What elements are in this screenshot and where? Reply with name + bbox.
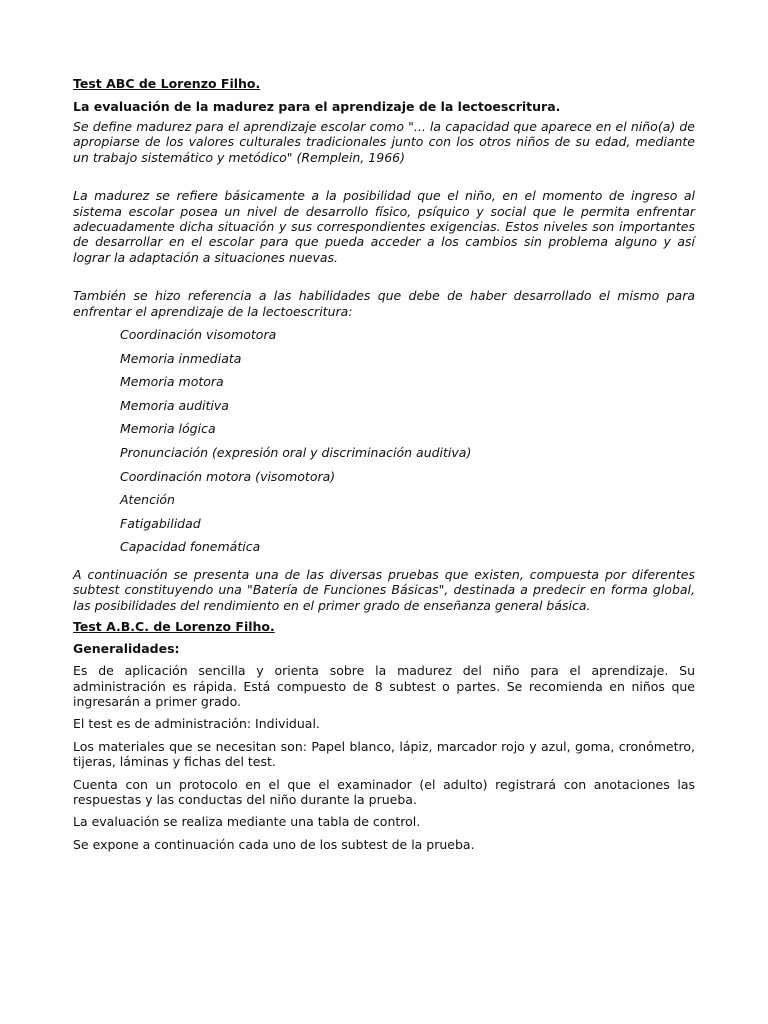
continuacion-paragraph: A continuación se presenta una de las diversas pruebas que existen, compuesta por diferentes subtest constituyendo una "Batería de Funciones Básicas", destinada a predecir en forma global, las posibilidades del rendimiento en el primer grado de enseñanza general básica. (73, 567, 695, 613)
skill-item: Memoria auditiva (120, 397, 229, 413)
subtest-paragraph: Se expone a continuación cada uno de los subtest de la prueba. (73, 836, 475, 852)
skill-item: Pronunciación (expresión oral y discriminación auditiva) (120, 445, 472, 461)
skill-item: Fatigabilidad (120, 515, 201, 531)
skill-item: Atención (120, 492, 175, 508)
skill-item: Coordinación motora (visomotora) (120, 468, 336, 484)
skill-item: Coordinación visomotora (120, 327, 277, 343)
section-title: Test A.B.C. de Lorenzo Filho. (73, 619, 275, 635)
administracion-paragraph: El test es de administración: Individual. (73, 716, 320, 732)
evaluacion-paragraph: La evaluación se realiza mediante una tabla de control. (73, 814, 421, 830)
protocolo-paragraph: Cuenta con un protocolo en el que el examinador (el adulto) registrará con anotaciones las respuestas y las conductas del niño durante la prueba. (73, 776, 695, 808)
skill-item: Memoria motora (120, 374, 224, 390)
skills-intro-paragraph: También se hizo referencia a las habilidades que debe de haber desarrollado el mismo para enfrentar el aprendizaje de la lectoescritura: (73, 288, 695, 319)
skill-item: Memoria lógica (120, 421, 216, 437)
section-subtitle: Generalidades: (73, 641, 180, 657)
skill-item: Memoria inmediata (120, 350, 242, 366)
document-page (73, 76, 695, 859)
definition-paragraph: Se define madurez para el aprendizaje escolar como "... la capacidad que aparece en el niño(a) de apropiarse de los valores culturales tradicionales junto con los otros niños de su edad, mediante un trabajo sistemático y metódico" (Remplein, 1966) (73, 119, 695, 165)
document-subtitle: La evaluación de la madurez para el aprendizaje de la lectoescritura. (73, 99, 561, 114)
document-title: Test ABC de Lorenzo Filho. (73, 76, 261, 91)
skills-list (73, 323, 695, 559)
skill-item: Capacidad fonemática (120, 539, 261, 555)
materiales-paragraph: Los materiales que se necesitan son: Papel blanco, lápiz, marcador rojo y azul, goma, cronómetro, tijeras, láminas y fichas del test. (73, 738, 695, 770)
madurez-paragraph: La madurez se refiere básicamente a la posibilidad que el niño, en el momento de ingreso al sistema escolar posea un nivel de desarrollo físico, psíquico y social que le permita enfrentar adecuadamente dicha situación y sus correspondientes exigencias. Estos niveles son importantes de desarrollar en el escolar para que pueda acceder a los cambios sin problema alguno y así lograr la adaptación a situaciones nuevas. (73, 188, 695, 265)
generalidades-paragraph: Es de aplicación sencilla y orienta sobre la madurez del niño para el aprendizaje. Su administración es rápida. Está compuesto de 8 subtest o partes. Se recomienda en niños que ingresarán a primer grado. (73, 663, 695, 710)
